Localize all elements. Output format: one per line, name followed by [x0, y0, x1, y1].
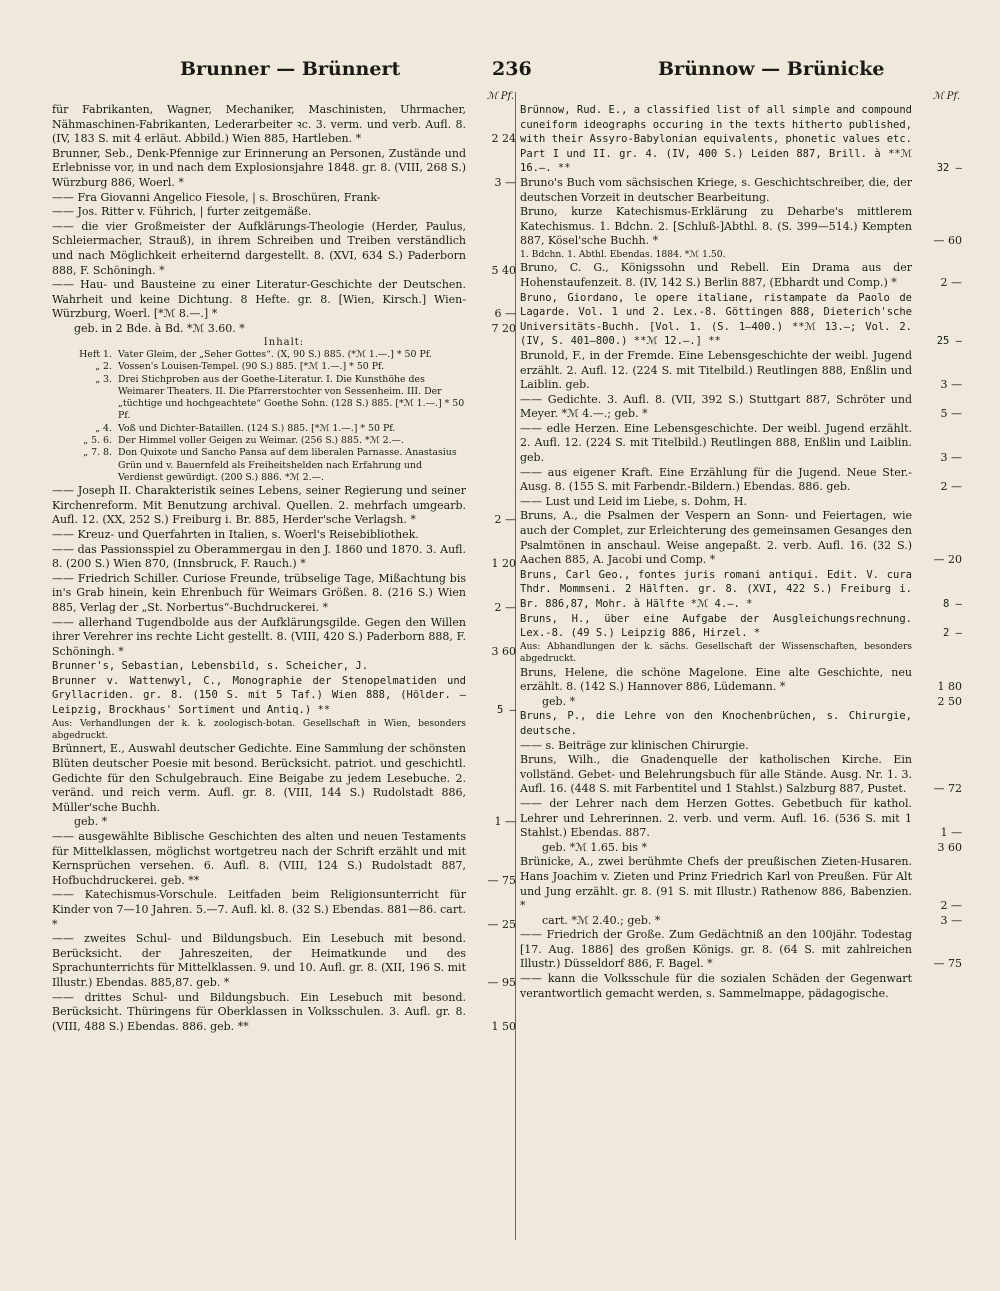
inhalt-item — [52, 447, 516, 484]
entry-text: cart. *ℳ 2.40.; geb. * — [542, 913, 661, 927]
catalog-entry — [52, 103, 516, 147]
entry-text: —— kann die Volksschule für die sozialen Schäden der Gegenwart verantwortlich gemacht werden, s. Sammelmappe, pädagogische. — [520, 972, 912, 1000]
entry-text: Bruns, Carl Geo., fontes juris romani antiqui. Edit. V. cura Thdr. Mommseni. 2 Hälften. gr. 8. (XVI, 422 S.) Freiburg i. Br. 886,87, Mohr. à Hälfte *ℳ 4.—. * — [520, 568, 912, 610]
catalog-entry — [52, 616, 516, 660]
inhalt-item-number: „ 2. — [95, 361, 112, 373]
entry-price: 2 — — [940, 480, 962, 494]
entry-price: 3 — — [494, 175, 516, 189]
entry-text: —— Fra Giovanni Angelico Fiesole, | s. Broschüren, Frank- — [52, 190, 381, 204]
catalog-entry — [52, 205, 516, 220]
entry-text: geb. * — [542, 694, 576, 708]
catalog-entry — [520, 291, 962, 349]
inhalt-item-text: Vossen's Louisen-Tempel. (90 S.) 885. [*ℳ 1.—.] * 50 Pf. — [118, 361, 385, 373]
catalog-entry — [52, 815, 516, 830]
page-number: 236 — [492, 58, 532, 80]
entry-price: 8 — — [943, 598, 962, 610]
inhalt-item — [52, 374, 516, 423]
entry-price: — 75 — [933, 957, 962, 971]
entry-price: 2 24 — [491, 132, 516, 146]
entry-text: Bruno's Buch vom sächsischen Kriege, s. Geschichtschreiber, die, der deutschen Vorzeit in deutscher Bearbeitung. — [520, 175, 912, 204]
entry-price: 1 — — [940, 826, 962, 840]
catalog-entry — [520, 612, 962, 641]
header-right-range: Brünnow — Brünicke — [658, 58, 885, 80]
entry-text: 1. Bdchn. 1. Abthl. Ebendas. 1884. *ℳ 1.50. — [520, 248, 726, 260]
entry-price: 1 50 — [491, 1019, 516, 1033]
entry-price: 7 20 — [491, 321, 516, 335]
entry-text: Bruno, Giordano, le opere italiane, ristampate da Paolo de Lagarde. Vol. 1 und 2. Lex.-8. Göttingen 888, Dieterich'sche Universitäts-Buchh. [Vol. 1. (S. 1—400.) **ℳ 13.—; Vol. 2. (IV, S. 401—800.) **ℳ 12.—.] ** — [520, 291, 912, 348]
entry-text: Bruns, Wilh., die Gnadenquelle der katholischen Kirche. Ein vollständ. Gebet- und Belehrungsbuch für alle Stände. Ausg. Nr. 1. 3. Aufl. 16. (448 S. mit Farbentitel und 1 Stahlst.) Salzburg 887, Pustet. — [520, 753, 912, 796]
entry-price: — 72 — [933, 782, 962, 796]
entry-price: 2 — — [943, 627, 962, 640]
currency-label: ℳ Pf. — [486, 91, 514, 102]
page-header — [0, 58, 1000, 92]
entry-text: —— das Passionsspiel zu Oberammergau in den J. 1860 und 1870. 3. Aufl. 8. (200 S.) Wien 870, (Innsbruck, F. Rauch.) * — [52, 542, 466, 571]
entry-price: 3 60 — [491, 644, 516, 658]
entry-text: geb. in 2 Bde. à Bd. *ℳ 3.60. * — [74, 321, 245, 335]
catalog-entry — [520, 739, 962, 754]
catalog-entry — [52, 718, 516, 743]
entry-text: —— die vier Großmeister der Aufklärungs-Theologie (Herder, Paulus, Schleiermacher, Strauß), in ihrem Schreiben und Treiben verständlich und nach Möglichkeit erheiternd dargestellt. 8. (XVI, 634 S.) Paderborn 888, F. Schöningh. * — [52, 219, 466, 277]
header-left-range: Brunner — Brünnert — [180, 58, 401, 80]
inhalt-item-number: Heft 1. — [79, 348, 112, 360]
entry-price: 2 — — [494, 513, 516, 527]
entry-text: —— Hau- und Bausteine zu einer Literatur-Geschichte der Deutschen. Wahrheit und keine Dichtung. 8 Hefte. gr. 8. [Wien, Kirsch.] Wien-Würzburg, Woerl. [*ℳ 8.—.] * — [52, 278, 466, 321]
right-column — [520, 90, 962, 1001]
entry-text: —— der Lehrer nach dem Herzen Gottes. Gebetbuch für kathol. Lehrer und Lehrerinnen. 2. verb. und verm. Aufl. 16. (536 S. mit 1 Stahlst.) Ebendas. 887. — [520, 796, 912, 840]
inhalt-list — [52, 349, 516, 484]
entry-text: —— Friedrich Schiller. Curiose Freunde, trübselige Tage, Mißachtung bis in's Grab hinein, kein Ehrenbuch für Weimars Größen. 8. (216 S.) Wien 885, Verlag der „St. Norbertus“-Buchdruckerei. * — [52, 571, 466, 614]
catalog-entry — [520, 568, 962, 612]
entry-text: geb. *ℳ 1.65. bis * — [542, 840, 648, 854]
entry-text: Brünnert, E., Auswahl deutscher Gedichte. Eine Sammlung der schönsten Blüten deutscher Poesie mit besond. Berücksicht. patriot. und geschichtl. Gedichte für den Schulgebrauch. Eine Beigabe zu jedem Lesebuche. 2. veränd. und reich verm. Aufl. gr. 8. (VIII, 144 S.) Rudolstadt 886, Müller'sche Buchh. — [52, 742, 466, 814]
catalog-entry — [52, 528, 516, 543]
entry-text: —— Gedichte. 3. Aufl. 8. (VII, 392 S.) Stuttgart 887, Schröter und Meyer. *ℳ 4.—.; geb. * — [520, 392, 912, 421]
entry-price: 2 — — [494, 600, 516, 614]
catalog-entry — [52, 932, 516, 990]
inhalt-label: Inhalt: — [263, 336, 305, 348]
entry-text: Bruns, H., über eine Aufgabe der Ausgleichungsrechnung. Lex.-8. (49 S.) Leipzig 886, Hirzel. * — [520, 612, 912, 640]
catalog-entry — [52, 572, 516, 616]
catalog-entry — [52, 742, 516, 815]
entry-text: —— allerhand Tugendbolde aus der Aufklärungsgilde. Gegen den Willen ihrer Verehrer ins rechte Licht gestellt. 8. (VIII, 420 S.) Paderborn 888, F. Schöningh. * — [52, 615, 466, 658]
inhalt-item-text: Don Quixote und Sancho Pansa auf dem liberalen Parnasse. Anastasius Grün und v. Bauernfeld als Freiheitshelden nach Erfahrung und Verdienst gewürdigt. (200 S.) 886. *ℳ 2.—. — [118, 447, 457, 483]
entry-text: für Fabrikanten, Wagner, Mechaniker, Maschinisten, Uhrmacher, Nähmaschinen-Fabrikanten, Lederarbeiter ꝛc. 3. verm. und verb. Aufl. 8. (IV, 183 S. mit 4 erläut. Abbild.) Wien 885, Hartleben. * — [52, 103, 466, 146]
entry-text: —— zweites Schul- und Bildungsbuch. Ein Lesebuch mit besond. Berücksicht. der Jahreszeiten, der Heimatkunde und des Sprachunterrichts für Mittelklassen. 9. und 10. Aufl. gr. 8. (XII, 196 S. mit Illustr.) Ebendas. 885,87. geb. * — [52, 932, 466, 989]
inhalt-item — [52, 423, 516, 435]
entry-text: Aus: Verhandlungen der k. k. zoologisch-botan. Gesellschaft in Wien, besonders abgedruckt. — [52, 717, 466, 742]
entry-text: —— aus eigener Kraft. Eine Erzählung für die Jugend. Neue Ster.-Ausg. 8. (155 S. mit Farbendr.-Bildern.) Ebendas. 886. geb. — [520, 465, 912, 494]
entry-price: 3 — — [940, 913, 962, 927]
catalog-entry — [52, 220, 516, 278]
entry-price: 1 — — [494, 815, 516, 829]
inhalt-item-text: Vater Gleim, der „Seher Gottes“. (X, 90 S.) 885. (*ℳ 1.—.] * 50 Pf. — [118, 348, 432, 360]
entry-price: 5 — — [940, 407, 962, 421]
entry-price: 5 40 — [491, 263, 516, 277]
catalog-entry — [520, 261, 962, 290]
entry-price: — 60 — [933, 234, 962, 248]
catalog-entry — [520, 509, 962, 567]
entry-text: —— ausgewählte Biblische Geschichten des alten und neuen Testaments für Mittelklassen, möglichst wortgetreu nach der Schrift erzählt und mit Kernsprüchen versehen. 6. Aufl. 8. (VIII, 124 S.) Rudolstadt 887, Hofbuchdruckerei. geb. ** — [52, 830, 466, 887]
entry-price: 2 — — [940, 275, 962, 289]
entry-text: —— drittes Schul- und Bildungsbuch. Ein Lesebuch mit besond. Berücksicht. Thüringens für Oberklassen in Volksschulen. 3. Aufl. gr. 8. (VIII, 488 S.) Ebendas. 886. geb. ** — [52, 990, 466, 1033]
inhalt-item-number: „ 5. 6. — [83, 434, 112, 446]
entry-text: Brunner v. Wattenwyl, C., Monographie der Stenopelmatiden und Gryllacriden. gr. 8. (150 S. mit 5 Taf.) Wien 888, (Hölder. — Leipzig, Brockhaus' Sortiment und Antiq.) ** — [52, 674, 466, 717]
entry-text: Brünicke, A., zwei berühmte Chefs der preußischen Zieten-Husaren. Hans Joachim v. Zieten und Prinz Friedrich Karl von Preußen. Für Alt und Jung erzählt. gr. 8. (91 S. mit Illustr.) Rathenow 886, Babenzien. * — [520, 855, 912, 913]
currency-label: ℳ Pf. — [932, 91, 960, 102]
catalog-entry — [520, 466, 962, 495]
catalog-entry — [520, 709, 962, 738]
entry-price: 3 — — [940, 451, 962, 465]
entry-price: 3 60 — [937, 840, 962, 854]
entry-price: — 25 — [487, 917, 516, 931]
inhalt-item-number: „ 4. — [95, 422, 112, 434]
inhalt-item-number: „ 3. — [95, 373, 112, 385]
catalog-entry — [52, 191, 516, 206]
catalog-entry — [52, 659, 516, 674]
catalog-entry — [520, 928, 962, 972]
entry-price: 32 — — [936, 162, 962, 175]
entry-price: — 75 — [487, 873, 516, 887]
catalog-entry — [520, 972, 962, 1001]
catalog-entry — [520, 495, 962, 510]
entry-price: 25 — — [936, 335, 962, 348]
entry-price: 5 — — [497, 704, 516, 717]
catalog-entry — [520, 695, 962, 710]
entry-price: 1 20 — [491, 557, 516, 571]
entry-text: Bruns, A., die Psalmen der Vespern an Sonn- und Feiertagen, wie auch der Complet, zur Erleichterung des gemeinsamen Gesanges den Psalmtönen in anschaul. Weise angepaßt. 2. verb. Aufl. 16. (32 S.) Aachen 885, A. Jacobi und Comp. * — [520, 509, 912, 567]
catalog-entry — [520, 666, 962, 695]
catalog-entry — [52, 543, 516, 572]
entry-price: 2 — — [940, 899, 962, 913]
inhalt-item — [52, 349, 516, 361]
inhalt-item-text: Der Himmel voller Geigen zu Weimar. (256 S.) 885. *ℳ 2.—. — [118, 434, 404, 446]
entry-price: — 20 — [933, 553, 962, 567]
entry-text: —— Friedrich der Große. Zum Gedächtniß an den 100jähr. Todestag [17. Aug. 1886] des großen Königs. gr. 8. (64 S. mit zahlreichen Illustr.) Düsseldorf 886, F. Bagel. * — [520, 928, 912, 971]
entry-text: —— s. Beiträge zur klinischen Chirurgie. — [520, 738, 749, 752]
catalog-entry — [520, 349, 962, 393]
catalog-entry — [52, 674, 516, 718]
entry-text: —— Kreuz- und Querfahrten in Italien, s. Woerl's Reisebibliothek. — [52, 527, 419, 541]
entry-text: Brünnow, Rud. E., a classified list of all simple and compound cuneiform ideographs occuring in the texts hitherto published, with their Assyro-Babylonian equivalents, phonetic values etc. Part I und II. gr. 4. (IV, 400 S.) Leiden 887, Brill. à **ℳ 16.—. ** — [520, 104, 912, 175]
entry-text: Bruno, C. G., Königssohn und Rebell. Ein Drama aus der Hohenstaufenzeit. 8. (IV, 142 S.) Berlin 887, (Ebhardt und Comp.) * — [520, 261, 912, 289]
catalog-entry — [520, 753, 962, 797]
entry-price: 3 — — [940, 378, 962, 392]
entry-text: —— Katechismus-Vorschule. Leitfaden beim Religionsunterricht für Kinder von 7—10 Jahren. 5.—7. Aufl. kl. 8. (32 S.) Ebendas. 881—86. cart. * — [52, 888, 466, 931]
entry-text: Bruns, P., die Lehre von den Knochenbrüchen, s. Chirurgie, deutsche. — [520, 710, 912, 737]
catalog-entry — [520, 103, 962, 176]
entry-text: geb. * — [74, 815, 108, 829]
inhalt-item-text: Voß und Dichter-Bataillen. (124 S.) 885. [*ℳ 1.—.] * 50 Pf. — [118, 422, 396, 434]
inhalt-item-text: Drei Stichproben aus der Goethe-Literatur. I. Die Kunsthöhe des Weimarer Theaters. II. Die Pfarrerstochter von Sessenheim. III. Der „tüchtige und hochgeachtete“ Goethe Sohn. (128 S.) 885. [*ℳ 1.—.] * 50 Pf. — [118, 373, 465, 422]
entry-text: Aus: Abhandlungen der k. sächs. Gesellschaft der Wissenschaften, besonders abgedruckt. — [520, 640, 912, 665]
inhalt-item-number: „ 7. 8. — [83, 447, 112, 459]
entry-text: Brunold, F., in der Fremde. Eine Lebensgeschichte der weibl. Jugend erzählt. 2. Aufl. 12. (224 S. mit Titelbild.) Reutlingen 888, Enßlin und Laiblin. geb. — [520, 348, 912, 392]
catalog-entry — [520, 393, 962, 422]
catalog-entry — [52, 991, 516, 1035]
catalog-entry — [52, 888, 516, 932]
inhalt-item — [52, 361, 516, 373]
entry-price: 2 50 — [937, 694, 962, 708]
catalog-entry — [520, 176, 962, 205]
entry-text: —— Joseph II. Charakteristik seines Lebens, seiner Regierung und seiner Kirchenreform. Mit Benutzung archival. Quellen. 2. mehrfach umgearb. Aufl. 12. (XX, 252 S.) Freiburg i. Br. 885, Herder'sche Verlagsh. * — [52, 484, 466, 527]
inhalt-item — [52, 435, 516, 447]
entry-price: 1 80 — [937, 680, 962, 694]
entry-text: Brunner's, Sebastian, Lebensbild, s. Scheicher, J. — [52, 660, 369, 673]
catalog-entry — [520, 422, 962, 466]
entry-price: — 95 — [487, 975, 516, 989]
entry-text: Bruno, kurze Katechismus-Erklärung zu Deharbe's mittlerem Katechismus. 1. Bdchn. 2. [Schluß-]Abthl. 8. (S. 399—514.) Kempten 887, Kösel'sche Buchh. * — [520, 205, 912, 248]
entry-text: Brunner, Seb., Denk-Pfennige zur Erinnerung an Personen, Zustände und Erlebnisse vor, in und nach dem Explosionsjahre 1848. gr. 8. (VIII, 268 S.) Würzburg 886, Woerl. * — [52, 146, 466, 189]
catalog-entry — [52, 484, 516, 528]
catalog-entry — [520, 641, 962, 666]
entry-text: Bruns, Helene, die schöne Magelone. Eine alte Geschichte, neu erzählt. 8. (142 S.) Hannover 886, Lüdemann. * — [520, 665, 912, 694]
catalog-entry — [520, 249, 962, 261]
catalog-entry — [52, 147, 516, 191]
entry-text: —— edle Herzen. Eine Lebensgeschichte. Der weibl. Jugend erzählt. 2. Aufl. 12. (224 S. mit Titelbild.) Reutlingen 888, Enßlin und Laiblin. geb. — [520, 421, 912, 465]
catalog-entry — [520, 205, 962, 249]
catalog-entry — [520, 841, 962, 856]
catalog-entry — [520, 797, 962, 841]
entry-price: 6 — — [494, 307, 516, 321]
entry-text: —— Lust und Leid im Liebe, s. Dohm, H. — [520, 494, 748, 508]
catalog-entry — [52, 322, 516, 337]
entry-text: —— Jos. Ritter v. Führich, | furter zeitgemäße. — [52, 205, 312, 219]
catalog-entry — [520, 914, 962, 929]
left-column — [52, 90, 516, 1034]
catalog-entry — [52, 278, 516, 322]
catalog-entry — [520, 855, 962, 913]
catalog-entry — [52, 830, 516, 888]
